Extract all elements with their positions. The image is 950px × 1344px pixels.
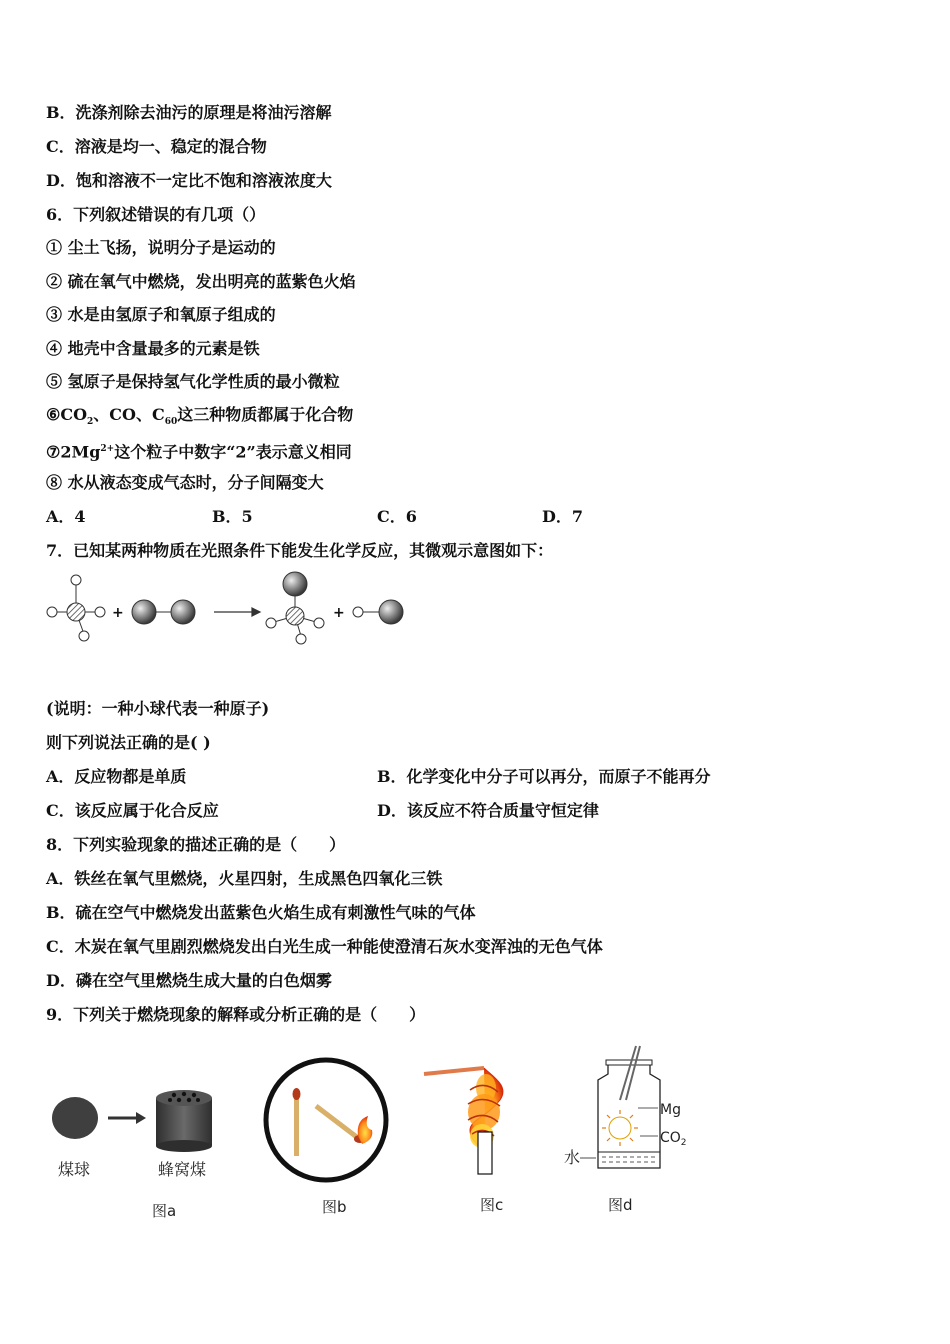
product-molecule-1: [266, 572, 324, 644]
figure-a: [52, 1090, 212, 1220]
q6-stem: 6．下列叙述错误的有几项（）: [46, 205, 266, 224]
reactant-molecule-1: [47, 575, 105, 641]
q7-option-a: A．反应物都是单质: [46, 767, 187, 786]
q9-stem: 9．下列关于燃烧现象的解释或分析正确的是（ ）: [46, 1005, 426, 1024]
wire-icon: [424, 1068, 484, 1074]
q6-option-c: C．6: [377, 507, 417, 526]
q5-option-d: D．饱和溶液不一定比不饱和溶液浓度大: [46, 171, 332, 190]
q6-item-2: ② 硫在氧气中燃烧，发出明亮的蓝紫色火焰: [46, 272, 356, 291]
q6-item-7: $⑦2Mg^{2+}$这个粒子中数字“2”表示意义相同: [46, 442, 352, 462]
q6-option-d: D．7: [542, 507, 584, 526]
q7-option-d: D．该反应不符合质量守恒定律: [377, 801, 599, 820]
fig-d-caption: 图d: [608, 1196, 633, 1214]
q7-stem: 7．已知某两种物质在光照条件下能发生化学反应，其微观示意图如下：: [46, 541, 554, 560]
lens-circle-icon: [266, 1060, 386, 1180]
q7-note: (说明：一种小球代表一种原子): [46, 699, 270, 718]
q8-option-b: B．硫在空气中燃烧发出蓝紫色火焰生成有刺激性气味的气体: [46, 903, 476, 922]
q6-item-6: $⑥CO_2$、CO、$C_{60}$这三种物质都属于化合物: [46, 405, 354, 428]
q6-item-4: ④ 地壳中含量最多的元素是铁: [46, 339, 260, 358]
q6-option-b: B．5: [212, 507, 253, 526]
plus-sign-1: +: [112, 605, 124, 621]
combustion-figures: [40, 1040, 720, 1230]
q7-options-row-2: [46, 801, 906, 821]
gas-jar-icon: [598, 1060, 660, 1168]
reaction-diagram: [40, 568, 420, 648]
product-molecule-2: [353, 600, 403, 624]
fig-b-caption: 图b: [322, 1198, 347, 1216]
honeycomb-briquette-icon: [156, 1090, 212, 1152]
fig-a-caption: 图a: [152, 1202, 177, 1220]
figure-b: [266, 1060, 386, 1216]
q7-options-row-1: [46, 767, 906, 787]
q6-option-a: A．4: [46, 507, 86, 526]
arrow-icon: [108, 1112, 146, 1124]
q6-item-3: ③ 水是由氢原子和氧原子组成的: [46, 305, 276, 324]
q6-item-1: ① 尘土飞扬，说明分子是运动的: [46, 238, 276, 257]
match-stick-icon: [478, 1132, 492, 1174]
water-label: 水: [564, 1148, 581, 1167]
reaction-arrow: [214, 608, 260, 616]
mg-label: Mg: [660, 1102, 681, 1118]
q6-item-5: ⑤ 氢原子是保持氢气化学性质的最小微粒: [46, 372, 340, 391]
q6-item-8: ⑧ 水从液态变成气态时，分子间隔变大: [46, 473, 324, 492]
figure-c: [424, 1068, 503, 1214]
q7-option-c: C．该反应属于化合反应: [46, 801, 219, 820]
q5-option-b: B．洗涤剂除去油污的原理是将油污溶解: [46, 103, 332, 122]
q8-option-c: C．木炭在氧气里剧烈燃烧发出白光生成一种能使澄清石灰水变浑浊的无色气体: [46, 937, 603, 956]
q8-option-a: A．铁丝在氧气里燃烧，火星四射，生成黑色四氧化三铁: [46, 869, 443, 888]
reactant-molecule-2: [132, 600, 195, 624]
q8-option-d: D．磷在空气里燃烧生成大量的白色烟雾: [46, 971, 332, 990]
q7-option-b: B．化学变化中分子可以再分，而原子不能再分: [377, 767, 711, 786]
q5-option-c: C．溶液是均一、稳定的混合物: [46, 137, 267, 156]
plus-sign-2: +: [333, 605, 345, 621]
q7-question: 则下列说法正确的是( ): [46, 733, 211, 752]
fig-a-label-coal-ball: 煤球: [58, 1160, 91, 1179]
co2-label: $CO_2$: [660, 1130, 687, 1148]
coal-ball-icon: [52, 1097, 98, 1139]
q8-stem: 8．下列实验现象的描述正确的是（ ）: [46, 835, 346, 854]
figure-d: [564, 1046, 687, 1214]
fig-a-label-briquette: 蜂窝煤: [158, 1160, 207, 1179]
fig-c-caption: 图c: [480, 1196, 504, 1214]
q6-options: [46, 507, 906, 527]
